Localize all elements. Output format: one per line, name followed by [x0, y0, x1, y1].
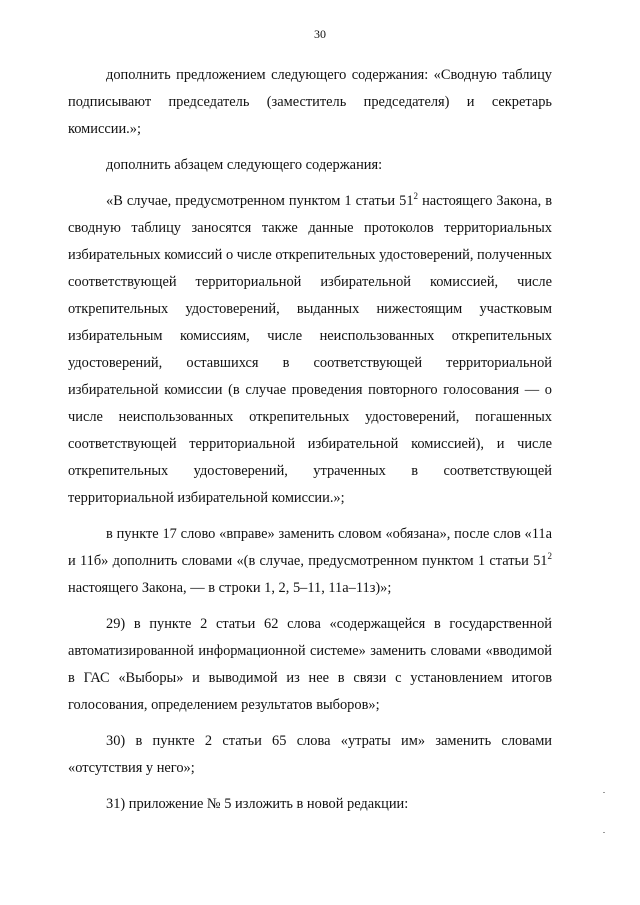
page-number: 30: [314, 27, 326, 41]
paragraph-point-17: в пункте 17 слово «вправе» заменить словом «обязана», после слов «11а и 11б» дополнить словами «(в случае, предусмотренном пунктом 1 статьи $51^2$ настоящего Закона, — в строки 1, 2, 5–11, 11а–11з)»;: [68, 526, 552, 596]
paragraph-amend-signature: дополнить предложением следующего содержания: «Сводную таблицу подписывают председатель (заместитель председателя) и секретарь комиссии.»;: [68, 67, 552, 137]
paragraph-item-31: 31) приложение № 5 изложить в новой редакции:: [106, 796, 409, 812]
paragraph-article-51-2-case: «В случае, предусмотренном пунктом 1 статьи $51^2$ настоящего Закона, в сводную таблицу заносятся также данные протоколов территориальных избирательных комиссий о числе открепительных удостоверений, полученных соответствующей территориальной избирательной комиссией, числе открепительных удостоверений, выданных нижестоящим участковым избирательным комиссиям, числе неиспользованных открепительных удостоверений, оставшихся в соответствующей территориальной избирательной комиссии (в случае проведения повторного голосования — о числе неиспользованных открепительных удостоверений, погашенных соответствующей территориальной избирательной комиссией), и числе открепительных удостоверений, утраченных в соответствующей территориальной избирательной комиссии.»;: [68, 191, 553, 506]
scan-artifact: [603, 832, 605, 833]
scan-artifact: [603, 792, 605, 793]
paragraph-item-30: 30) в пункте 2 статьи 65 слова «утраты им» заменить словами «отсутствия у него»;: [68, 733, 552, 776]
paragraph-add-clause: дополнить абзацем следующего содержания:: [106, 157, 383, 173]
paragraph-item-29: 29) в пункте 2 статьи 62 слова «содержащейся в государственной автоматизированной информационной системе» заменить словами «вводимой в ГАС «Выборы» и выводимой из нее в связи с установлением итогов голосования, определением результатов выборов»;: [68, 616, 552, 713]
superscript: 2: [547, 551, 552, 561]
superscript: 2: [413, 191, 419, 201]
document-body: [68, 62, 552, 827]
